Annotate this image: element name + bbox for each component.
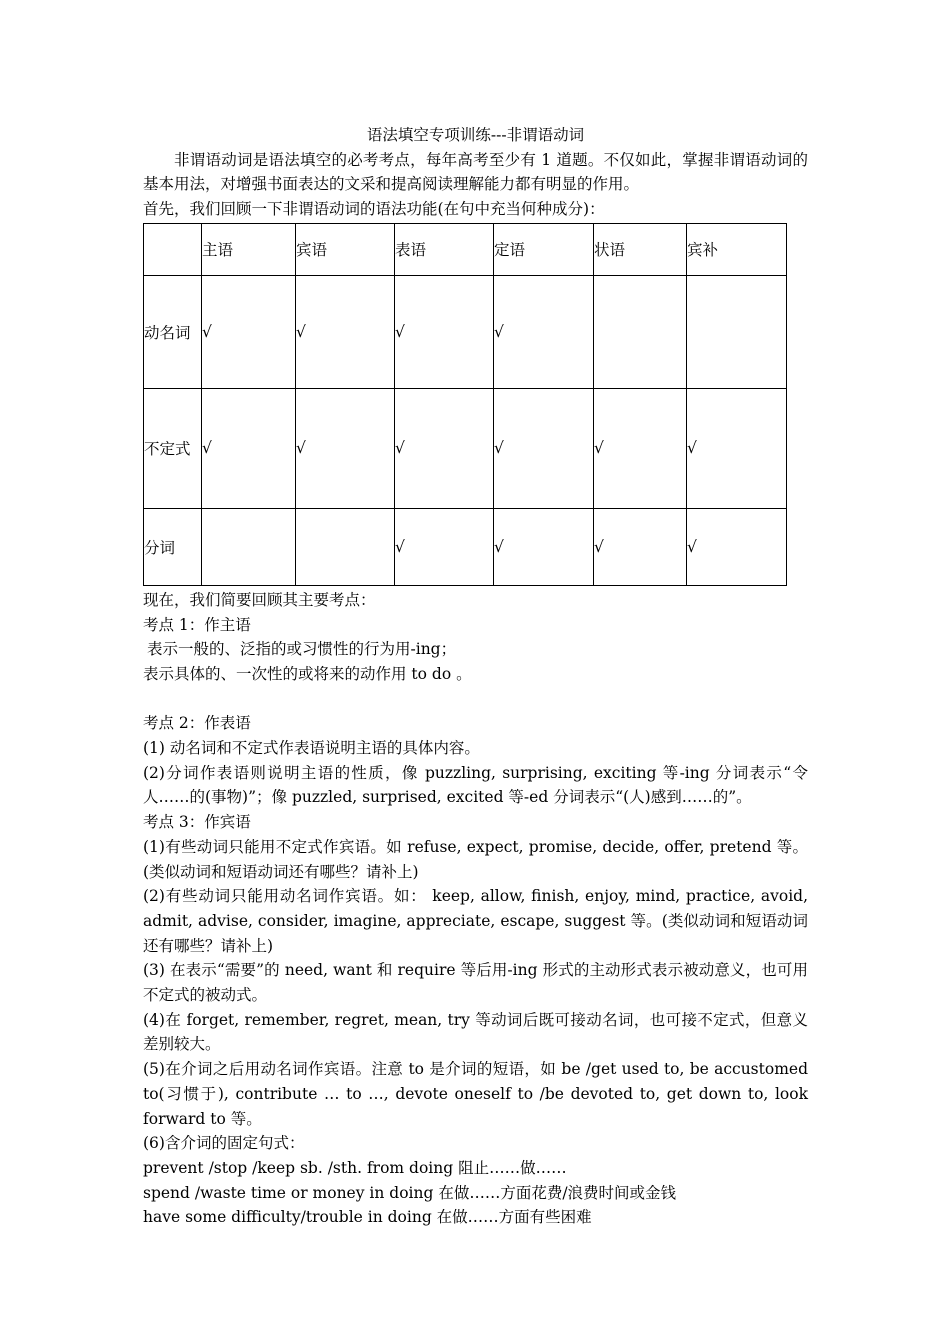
review-intro: 现在，我们简要回顾其主要考点： (143, 590, 376, 609)
point3-item: (3) 在表示“需要”的 need, want 和 require 等后用-ing 形式的主动形式表示被动意义，也可用不定式的被动式。 (143, 961, 808, 1005)
point3-item: (5)在介词之后用动名词作宾语。注意 to 是介词的短语，如 be /get used to, be accustomed to(习惯于), contribute … to …, devote oneself to /be devoted to, get down to, look forward to 等。 (143, 1060, 808, 1128)
point3-item: spend /waste time or money in doing 在做……方面花费/浪费时间或金钱 (143, 1183, 677, 1202)
point3-heading: 考点 3：作宾语 (143, 813, 251, 832)
table-cell: √ (395, 388, 494, 508)
table-header-row (144, 223, 787, 275)
table-cell: √ (296, 388, 395, 508)
point3-item: (4)在 forget, remember, regret, mean, try 等动词后既可接动名词，也可接不定式，但意义差别较大。 (143, 1010, 808, 1054)
header-cell: 主语 (202, 223, 296, 275)
table-row (144, 508, 787, 585)
point3-item: prevent /stop /keep sb. /sth. from doing 阻止……做…… (143, 1158, 567, 1177)
blank-line (143, 687, 808, 712)
row-label: 分词 (144, 508, 202, 585)
table-row (144, 388, 787, 508)
table-cell: √ (687, 508, 787, 585)
table-cell: √ (494, 508, 594, 585)
point1-line: 表示具体的、一次性的或将来的动作用 to do 。 (143, 664, 472, 683)
page-title: 语法填空专项训练---非谓语动词 (366, 126, 585, 144)
header-cell: 表语 (395, 223, 494, 275)
point2-item: (2)分词作表语则说明主语的性质，像 puzzling, surprising, exciting 等-ing 分词表示“令人……的(事物)”；像 puzzled, surprised, excited 等-ed 分词表示“(人)感到……的”。 (143, 763, 808, 807)
row-label: 不定式 (144, 388, 202, 508)
table-cell: √ (395, 508, 494, 585)
point3-item: (6)含介词的固定句式： (143, 1134, 305, 1153)
table-cell: √ (395, 275, 494, 388)
document-body (143, 123, 808, 1230)
table-cell: √ (494, 275, 594, 388)
table-cell: √ (594, 388, 687, 508)
table-cell: √ (202, 388, 296, 508)
point2-item: (1) 动名词和不定式作表语说明主语的具体内容。 (143, 739, 480, 758)
header-cell (144, 223, 202, 275)
table-cell (296, 508, 395, 585)
header-cell: 定语 (494, 223, 594, 275)
table-cell (202, 508, 296, 585)
point3-item: (1)有些动词只能用不定式作宾语。如 refuse, expect, promise, decide, offer, pretend 等。(类似动词和短语动词还有哪些？请补上) (143, 837, 808, 881)
point1-heading: 考点 1：作主语 (143, 615, 251, 634)
table-cell: √ (594, 508, 687, 585)
grammar-function-table (143, 223, 787, 586)
table-cell: √ (296, 275, 395, 388)
point3-item: (2)有些动词只能用动名词作宾语。如： keep, allow, finish, enjoy, mind, practice, avoid, admit, advise, consider, imagine, appreciate, escape, suggest 等。(类似动词和短语动词还有哪些？请补上) (143, 887, 808, 955)
table-cell: √ (687, 388, 787, 508)
table-intro: 首先，我们回顾一下非谓语动词的语法功能(在句中充当何种成分)： (143, 200, 605, 219)
table-cell: √ (202, 275, 296, 388)
table-cell (594, 275, 687, 388)
table-row (144, 275, 787, 388)
row-label: 动名词 (144, 275, 202, 388)
header-cell: 宾补 (687, 223, 787, 275)
point1-line: 表示一般的、泛指的或习惯性的行为用-ing； (147, 640, 457, 659)
table-cell: √ (494, 388, 594, 508)
intro-paragraph: 非谓语动词是语法填空的必考考点，每年高考至少有 1 道题。不仅如此，掌握非谓语动词的基本用法，对增强书面表达的文采和提高阅读理解能力都有明显的作用。 (143, 150, 808, 194)
point3-item: have some difficulty/trouble in doing 在做……方面有些困难 (143, 1208, 592, 1227)
header-cell: 宾语 (296, 223, 395, 275)
header-cell: 状语 (594, 223, 687, 275)
point2-heading: 考点 2：作表语 (143, 714, 251, 733)
table-cell (687, 275, 787, 388)
